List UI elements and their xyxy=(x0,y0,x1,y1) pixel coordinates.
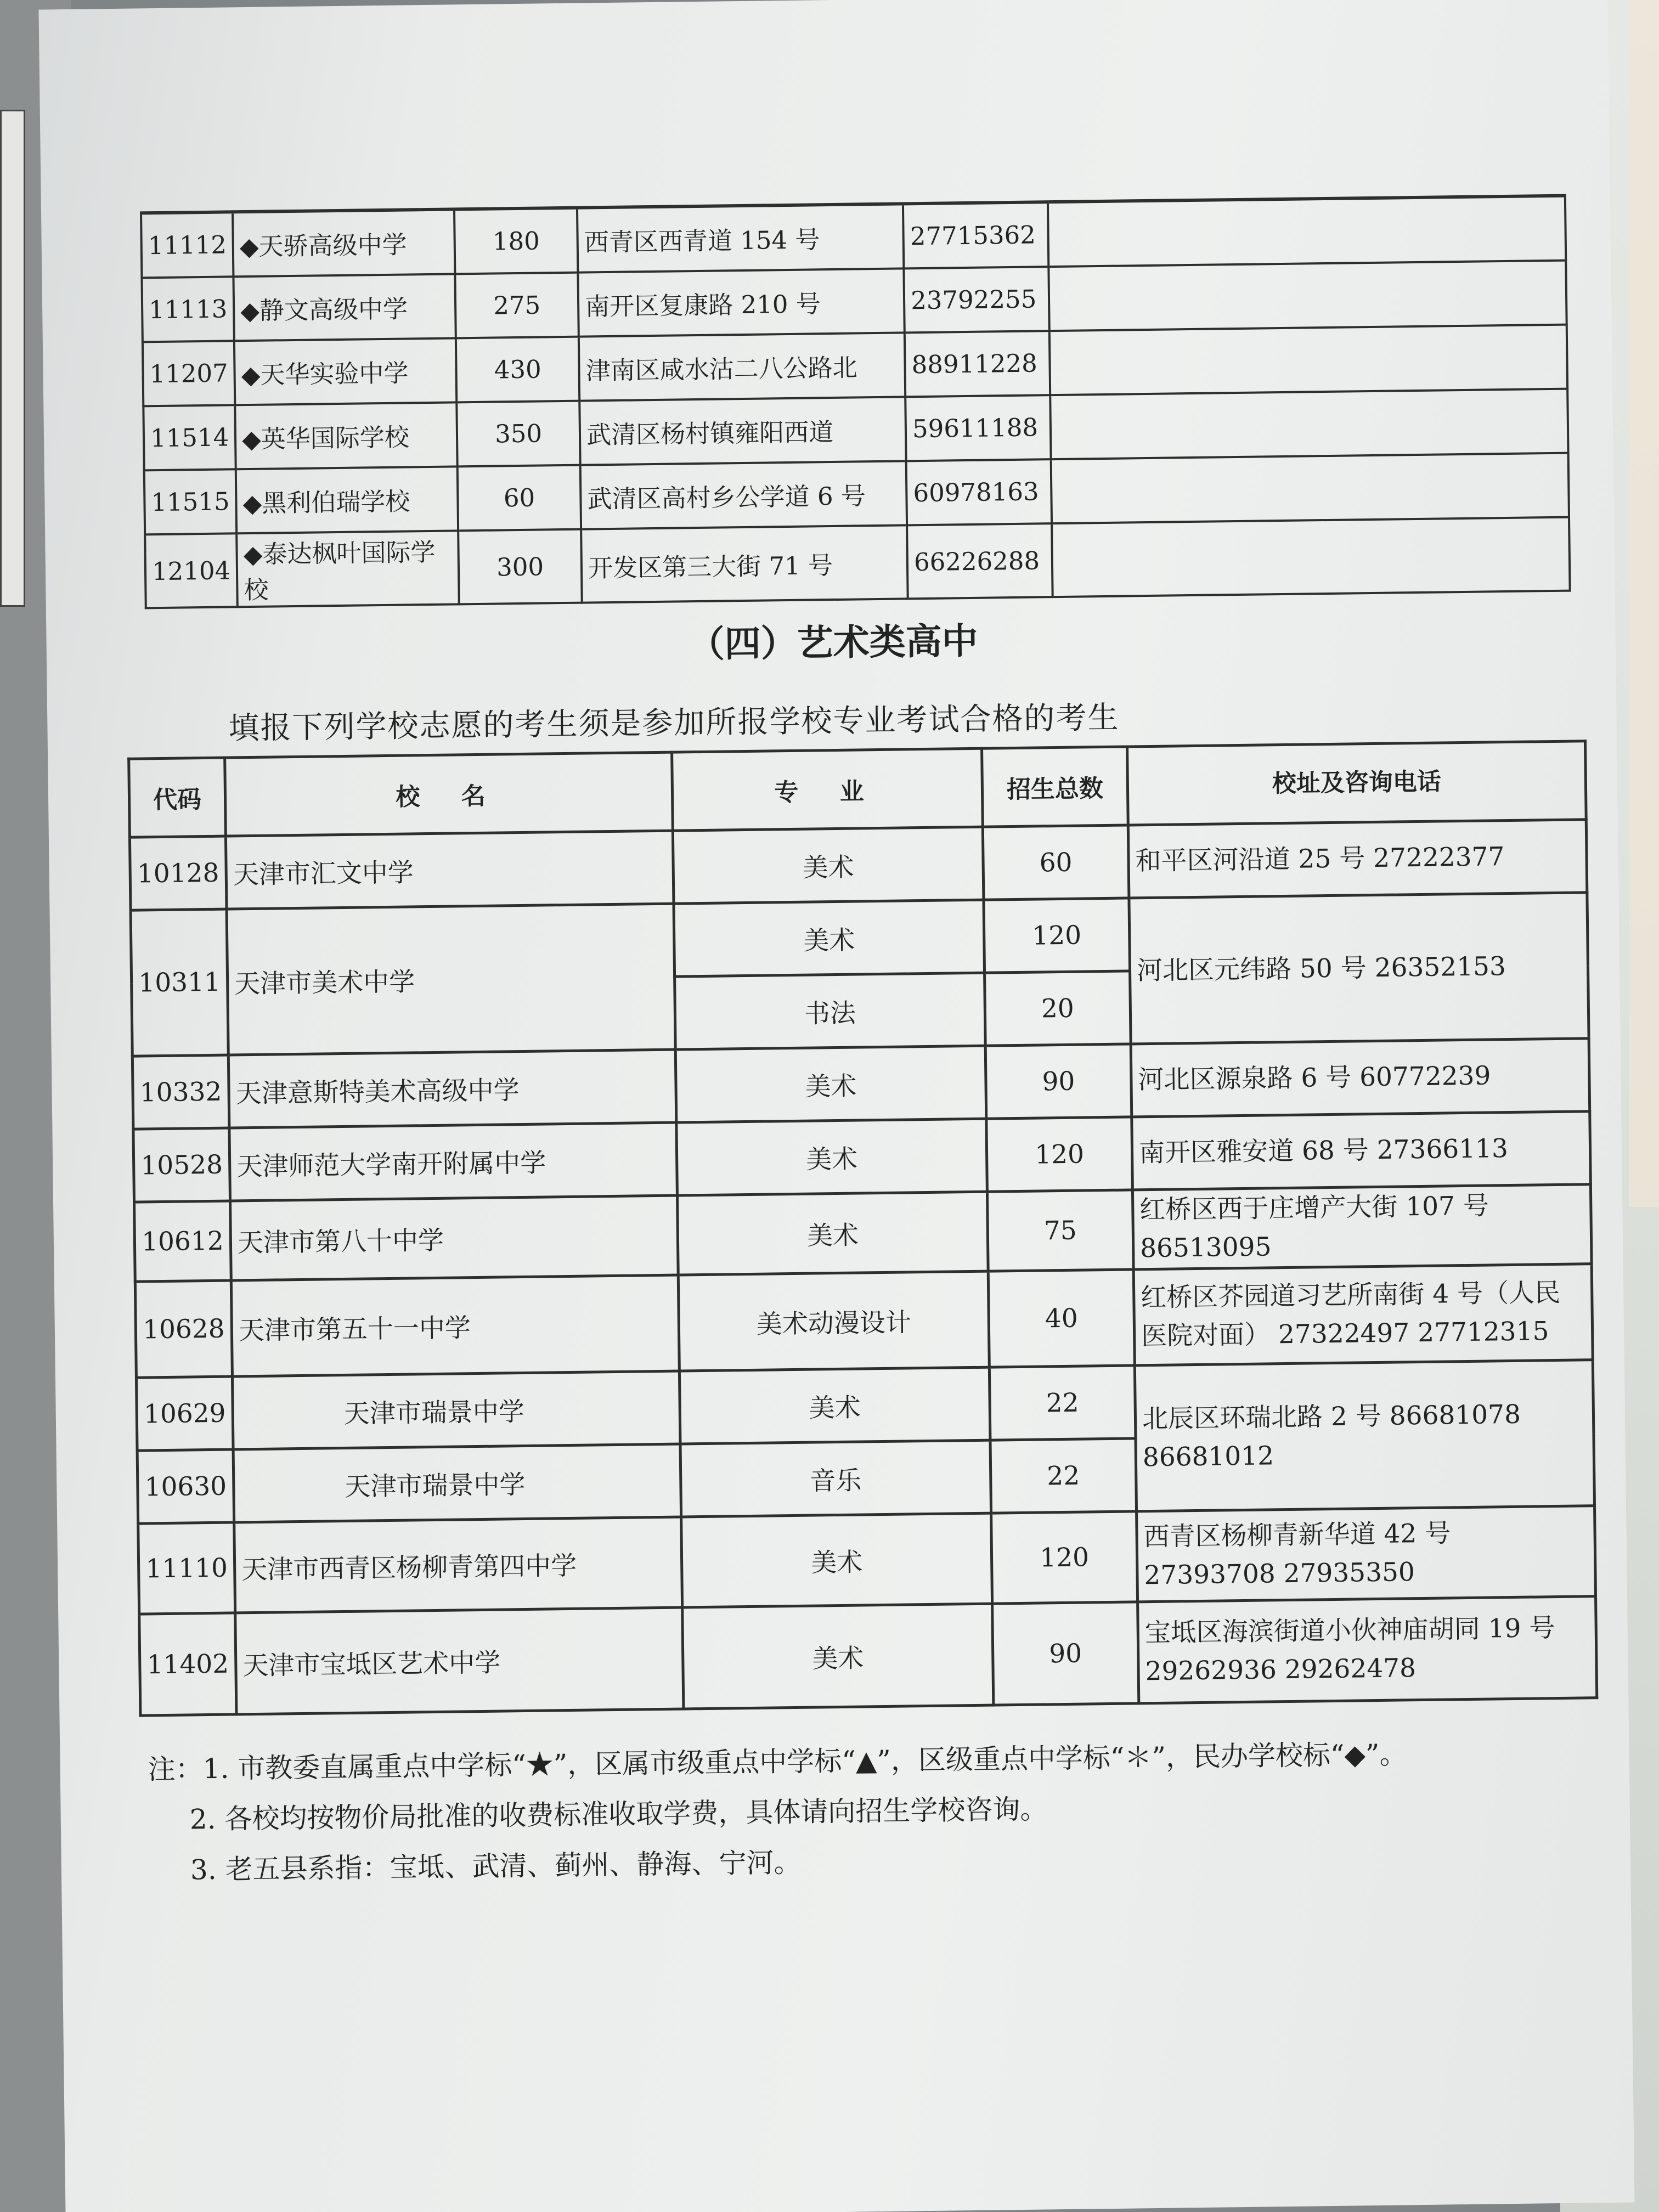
address-cell: 武清区高村乡公学道 6 号 xyxy=(580,461,907,529)
total-cell: 120 xyxy=(984,898,1130,973)
name-cell: ◆天骄高级中学 xyxy=(233,209,455,276)
total-cell: 275 xyxy=(455,273,579,338)
header-total: 招生总数 xyxy=(982,747,1128,827)
code-cell: 11515 xyxy=(144,469,237,534)
address-cell: 红桥区西于庄增产大街 107 号 86513095 xyxy=(1132,1184,1592,1269)
header-name: 校 名 xyxy=(225,752,673,836)
name-cell: 天津市宝坻区艺术中学 xyxy=(235,1607,684,1714)
section-description: 填报下列学校志愿的考生须是参加所报学校专业考试合格的考生 xyxy=(228,699,1120,747)
major-cell: 美术 xyxy=(673,827,984,904)
code-cell: 10311 xyxy=(131,909,228,1056)
total-cell: 430 xyxy=(456,337,579,403)
code-cell: 11110 xyxy=(138,1522,235,1614)
major-cell: 美术 xyxy=(676,1119,988,1195)
empty-cell xyxy=(1051,453,1569,524)
major-cell: 美术 xyxy=(681,1513,992,1607)
table-row xyxy=(138,1506,1596,1614)
major-cell: 书法 xyxy=(675,973,986,1049)
phone-cell: 66226288 xyxy=(907,523,1053,599)
empty-cell xyxy=(1048,196,1566,267)
empty-cell xyxy=(1052,517,1570,597)
code-cell: 10128 xyxy=(129,836,227,910)
header-code: 代码 xyxy=(129,758,226,837)
name-cell: ◆英华国际学校 xyxy=(235,402,457,469)
phone-cell: 59611188 xyxy=(905,395,1051,461)
name-cell: 天津市瑞景中学 xyxy=(232,1371,680,1449)
address-cell: 红桥区芥园道习艺所南街 4 号（人民医院对面） 27322497 27712315 xyxy=(1133,1264,1593,1365)
table-row xyxy=(135,1264,1593,1378)
art-school-table xyxy=(127,740,1598,1717)
header-major: 专 业 xyxy=(672,748,983,831)
name-cell: 天津市汇文中学 xyxy=(225,831,674,909)
code-cell: 11402 xyxy=(139,1613,236,1716)
total-cell: 350 xyxy=(456,401,580,467)
code-cell: 10332 xyxy=(132,1055,229,1129)
address-cell: 北辰区环瑞北路 2 号 86681078 86681012 xyxy=(1135,1360,1594,1511)
address-cell: 宝坻区海滨街道小伙神庙胡同 19 号 29262936 29262478 xyxy=(1138,1596,1597,1703)
code-cell: 11112 xyxy=(141,212,234,278)
table-row xyxy=(139,1596,1597,1716)
name-cell: 天津市美术中学 xyxy=(227,904,675,1055)
total-cell: 180 xyxy=(454,208,578,274)
name-cell: ◆天华实验中学 xyxy=(234,338,456,405)
total-cell: 22 xyxy=(990,1438,1137,1513)
total-cell: 40 xyxy=(988,1269,1135,1367)
code-cell: 10629 xyxy=(136,1376,233,1451)
total-cell: 90 xyxy=(992,1602,1139,1705)
total-cell: 20 xyxy=(985,971,1131,1046)
name-cell: ◆黑利伯瑞学校 xyxy=(236,466,458,533)
note-1: 注：1. 市教委直属重点中学标“★”，区属市级重点中学标“▲”，区级重点中学标“＊”，民办学校标“◆”。 xyxy=(148,1738,1407,1786)
address-cell: 河北区源泉路 6 号 60772239 xyxy=(1131,1039,1590,1117)
address-cell: 河北区元纬路 50 号 26352153 xyxy=(1129,893,1589,1044)
note-2: 2. 各校均按物价局批准的收费标准收取学费，具体请向招生学校咨询。 xyxy=(189,1793,1048,1836)
name-cell: 天津市瑞景中学 xyxy=(233,1444,681,1522)
total-cell: 120 xyxy=(986,1117,1133,1192)
header-address: 校址及咨询电话 xyxy=(1127,741,1587,825)
code-cell: 10612 xyxy=(134,1201,232,1282)
code-cell: 10628 xyxy=(135,1280,232,1378)
total-cell: 75 xyxy=(987,1190,1133,1271)
note-3: 3. 老五县系指：宝坻、武清、蓟州、静海、宁河。 xyxy=(190,1846,802,1886)
address-cell: 和平区河沿道 25 号 27222377 xyxy=(1128,820,1587,898)
phone-cell: 27715362 xyxy=(903,202,1048,268)
name-cell: ◆静文高级中学 xyxy=(234,274,456,341)
major-cell: 美术 xyxy=(679,1367,990,1444)
code-cell: 10528 xyxy=(133,1128,230,1202)
total-cell: 22 xyxy=(989,1365,1136,1440)
phone-cell: 88911228 xyxy=(905,331,1050,397)
empty-cell xyxy=(1048,261,1566,331)
major-cell: 美术 xyxy=(677,1192,988,1275)
phone-cell: 23792255 xyxy=(904,267,1049,332)
name-cell: 天津市第五十一中学 xyxy=(231,1275,679,1376)
major-cell: 音乐 xyxy=(680,1440,991,1517)
name-cell: ◆泰达枫叶国际学校 xyxy=(236,531,459,607)
total-cell: 90 xyxy=(985,1044,1132,1119)
adjacent-sheet xyxy=(0,110,25,607)
address-cell: 西青区杨柳青新华道 42 号 27393708 27935350 xyxy=(1137,1506,1596,1602)
section-title: （四）艺术类高中 xyxy=(688,619,979,666)
code-cell: 12104 xyxy=(145,533,238,608)
name-cell: 天津市西青区杨柳青第四中学 xyxy=(234,1517,682,1613)
empty-cell xyxy=(1050,389,1568,460)
private-school-table xyxy=(140,194,1571,610)
major-cell: 美术动漫设计 xyxy=(678,1271,989,1371)
code-cell: 11514 xyxy=(143,405,236,470)
address-cell: 开发区第三大街 71 号 xyxy=(581,525,908,602)
address-cell: 津南区咸水沽二八公路北 xyxy=(579,332,905,400)
total-cell: 60 xyxy=(983,825,1129,900)
address-cell: 武清区杨村镇雍阳西道 xyxy=(579,397,906,465)
code-cell: 10630 xyxy=(137,1449,234,1523)
name-cell: 天津师范大学南开附属中学 xyxy=(229,1122,678,1201)
empty-cell xyxy=(1049,325,1567,396)
address-cell: 西青区西青道 154 号 xyxy=(577,204,904,272)
major-cell: 美术 xyxy=(682,1604,994,1709)
code-cell: 11207 xyxy=(143,341,235,406)
total-cell: 120 xyxy=(991,1511,1138,1604)
total-cell: 300 xyxy=(458,529,582,605)
code-cell: 11113 xyxy=(142,276,234,342)
phone-cell: 60978163 xyxy=(906,459,1052,525)
address-cell: 南开区复康路 210 号 xyxy=(578,268,905,336)
name-cell: 天津市第八十中学 xyxy=(230,1195,679,1280)
document-page xyxy=(38,0,1634,2212)
major-cell: 美术 xyxy=(675,1046,986,1122)
name-cell: 天津意斯特美术高级中学 xyxy=(228,1049,676,1128)
major-cell: 美术 xyxy=(674,900,985,977)
total-cell: 60 xyxy=(458,465,581,531)
address-cell: 南开区雅安道 68 号 27366113 xyxy=(1132,1111,1591,1190)
